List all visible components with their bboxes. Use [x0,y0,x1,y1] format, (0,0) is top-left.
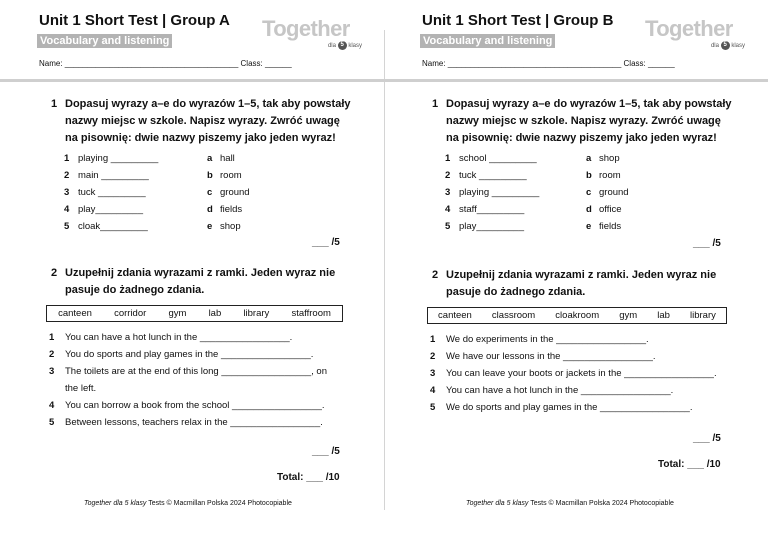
box-word: staffroom [291,308,331,319]
box-word: classroom [491,310,536,321]
test-page-group-b [384,0,768,543]
list-item [445,167,695,184]
box-word: canteen [58,308,92,319]
item-option: office [599,204,622,215]
sentence-text: Between lessons, teachers relax in the _________________. [65,417,323,428]
sentence-item [49,397,339,414]
box-word: library [690,310,716,321]
page-title: Unit 1 Short Test | Group A [39,12,230,29]
sentence-item [49,346,339,363]
item-option: fields [599,221,622,232]
footer-copyright [84,500,292,507]
task-instruction: Dopasuj wyrazy a–e do wyrazów 1–5, tak aby powstały nazwy miejsc w szkole. Napisz wyrazy. Zwróć uwagę na pisownię: dwie nazwy piszemy jako jeden wyraz! [446,98,732,144]
item-option: hall [220,153,235,164]
list-item [64,150,304,167]
item-letter: e [207,221,213,232]
matching-list [64,150,304,235]
task-2-score: ___ /5 [693,433,721,444]
item-option: shop [220,221,241,232]
item-word: play_________ [78,204,143,215]
item-word: play_________ [459,221,524,232]
footer-text: Tests © Macmillan Polska 2024 Photocopiable [146,500,292,507]
sentence-number: 5 [49,417,55,428]
item-option: shop [599,153,620,164]
task-1-heading [432,96,732,147]
sentence-item [430,331,730,348]
task-2-score: ___ /5 [312,446,340,457]
sentence-list [49,329,339,431]
logo-sub-prefix: dla [710,43,719,50]
item-letter: a [586,153,592,164]
item-number: 1 [445,153,451,164]
item-number: 2 [64,170,70,181]
item-number: 2 [445,170,451,181]
item-word: school _________ [459,153,537,164]
sentence-item [49,363,339,397]
sentence-number: 1 [430,334,436,345]
sentence-text: We have our lessons in the _________________. [446,351,656,362]
box-word: canteen [438,310,472,321]
item-word: staff_________ [459,204,525,215]
sentence-number: 4 [430,385,436,396]
sentence-text: You can have a hot lunch in the _________________. [65,332,293,343]
box-word: lab [657,310,670,321]
task-number: 1 [432,98,439,110]
item-option: fields [220,204,243,215]
sentence-text: You can borrow a book from the school _________________. [65,400,325,411]
sentence-number: 3 [49,366,55,377]
footer-copyright [466,500,674,507]
list-item [445,184,695,201]
sentence-number: 1 [49,332,55,343]
item-number: 4 [445,204,451,215]
box-word: gym [168,308,187,319]
item-number: 5 [445,221,451,232]
logo-sub-suffix: klasy [731,43,745,50]
total-score: Total: ___ /10 [277,472,340,483]
task-number: 2 [51,267,58,279]
item-word: playing _________ [78,153,159,164]
name-class-line: Name: _______________________________________ Class: ______ [39,59,292,68]
task-instruction: Uzupełnij zdania wyrazami z ramki. Jeden wyraz nie pasuje do żadnego zdania. [65,267,336,296]
item-letter: e [586,221,592,232]
item-number: 3 [445,187,451,198]
page-subtitle: Vocabulary and listening [37,34,172,48]
page-subtitle: Vocabulary and listening [420,34,555,48]
item-letter: d [207,204,213,215]
item-word: playing _________ [459,187,540,198]
item-word: tuck _________ [78,187,146,198]
item-number: 1 [64,153,70,164]
task-instruction: Uzupełnij zdania wyrazami z ramki. Jeden wyraz nie pasuje do żadnego zdania. [446,269,717,298]
item-letter: d [586,204,592,215]
item-number: 4 [64,204,70,215]
box-word: lab [208,308,222,319]
item-word: main _________ [78,170,149,181]
sentence-number: 4 [49,400,55,411]
sentence-list [430,331,730,416]
item-number: 3 [64,187,70,198]
logo-number-badge: 5 [721,41,730,50]
task-instruction: Dopasuj wyrazy a–e do wyrazów 1–5, tak aby powstały nazwy miejsc w szkole. Napisz wyrazy. Zwróć uwagę na pisownię: dwie nazwy piszemy jako jeden wyraz! [65,98,351,144]
task-2-heading [432,267,722,301]
word-box [46,305,343,322]
sentence-text: You can have a hot lunch in the _________________. [446,385,674,396]
item-number: 5 [64,221,70,232]
box-word: library [243,308,270,319]
footer-brand: Together dla 5 klasy [466,500,529,507]
footer-brand: Together dla 5 klasy [84,500,147,507]
sentence-item [430,399,730,416]
sentence-text: You do sports and play games in the _________________. [65,349,314,360]
list-item [64,218,304,235]
together-logo [262,18,362,50]
item-option: room [220,170,242,181]
task-1-score: ___ /5 [312,237,340,248]
sentence-number: 5 [430,402,436,413]
task-2-heading [51,265,341,299]
sentence-text: You can leave your boots or jackets in the _________________. [446,368,717,379]
item-letter: b [586,170,592,181]
item-option: room [599,170,621,181]
footer-text: Tests © Macmillan Polska 2024 Photocopiable [528,500,674,507]
matching-list [445,150,695,235]
together-logo [645,18,745,50]
logo-brand: Together [645,16,733,41]
item-letter: c [586,187,592,198]
word-box [427,307,727,324]
sentence-item [49,329,339,346]
logo-brand: Together [262,16,350,41]
total-score: Total: ___ /10 [658,459,721,470]
logo-sub-suffix: klasy [348,43,362,50]
task-number: 2 [432,269,439,281]
sentence-number: 2 [49,349,55,360]
box-word: corridor [114,308,147,319]
list-item [64,167,304,184]
item-letter: c [207,187,213,198]
list-item [64,184,304,201]
list-item [445,150,695,167]
item-letter: b [207,170,213,181]
sentence-item [430,348,730,365]
box-word: gym [619,310,638,321]
task-1-score: ___ /5 [693,238,721,249]
item-option: ground [599,187,629,198]
name-class-line: Name: _______________________________________ Class: ______ [422,59,675,68]
sentence-text: The toilets are at the end of this long _________________, on the left. [65,366,327,394]
page-title: Unit 1 Short Test | Group B [422,12,614,29]
sentence-text: We do sports and play games in the _________________. [446,402,693,413]
task-1-heading [51,96,351,147]
logo-number-badge: 5 [338,41,347,50]
item-letter: a [207,153,213,164]
list-item [445,218,695,235]
list-item [64,201,304,218]
sentence-item [430,365,730,382]
logo-subtitle [645,41,745,50]
sentence-text: We do experiments in the _________________. [446,334,649,345]
logo-sub-prefix: dla [327,43,336,50]
item-word: tuck _________ [459,170,527,181]
sentence-number: 2 [430,351,436,362]
sentence-item [430,382,730,399]
task-number: 1 [51,98,58,110]
item-word: cloak_________ [78,221,148,232]
box-word: cloakroom [555,310,600,321]
sentence-item [49,414,339,431]
list-item [445,201,695,218]
sentence-number: 3 [430,368,436,379]
item-option: ground [220,187,250,198]
logo-subtitle [262,41,362,50]
